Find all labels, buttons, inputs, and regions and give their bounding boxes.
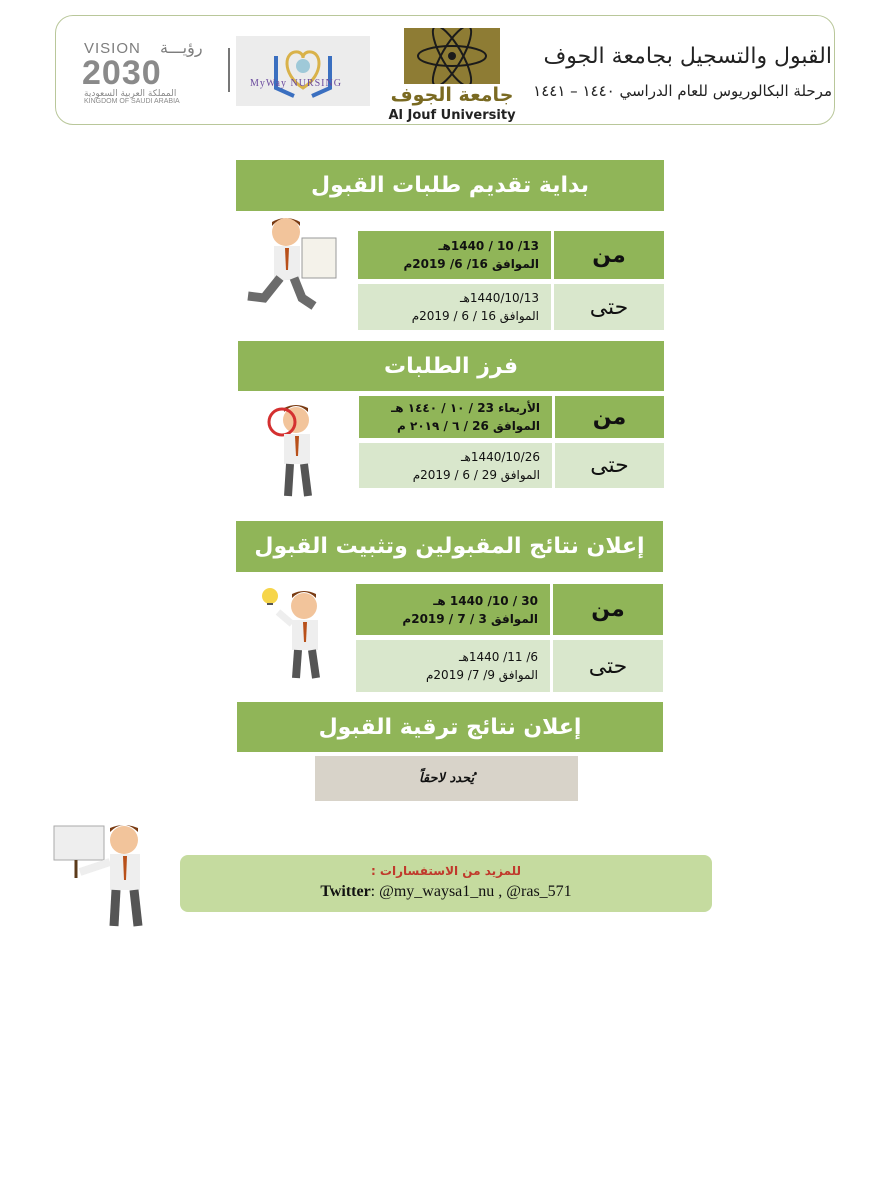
man-sign-illustration	[52, 818, 156, 930]
date-cell-until	[359, 443, 552, 488]
myway-nursing-logo	[236, 36, 370, 106]
hijri-date: 1440/10/26هـ	[460, 449, 540, 464]
vision-arabic: رؤيـــة	[160, 38, 203, 57]
row-label-from: من	[554, 231, 664, 279]
vision-ksa-english: KINGDOM OF SAUDI ARABIA	[84, 98, 180, 105]
row-label-from: من	[555, 396, 664, 438]
gregorian-date: الموافق 29 / 6 / 2019م	[412, 467, 540, 482]
university-name-english: Al Jouf University	[388, 108, 516, 123]
hijri-date: 1440/10/13هـ	[459, 291, 539, 305]
twitter-line	[180, 883, 712, 901]
date-cell-from	[358, 231, 551, 279]
twitter-label: Twitter	[320, 883, 371, 900]
row-label-from: من	[553, 584, 663, 635]
university-name-arabic: جامعة الجوف	[390, 84, 514, 106]
atom-icon	[404, 28, 500, 84]
myway-text: MyWay NURSING	[250, 78, 342, 89]
logo-divider	[228, 48, 230, 92]
page-title: القبول والتسجيل بجامعة الجوف	[543, 44, 832, 69]
hands-heart-icon	[236, 36, 370, 106]
vision-2030-logo	[80, 40, 220, 104]
gregorian-date: الموافق 3 / 7 / 2019م	[402, 611, 538, 626]
university-logo	[372, 28, 532, 124]
twitter-handles[interactable]: : @my_waysa1_nu , @ras_571	[370, 883, 572, 900]
section-title-sorting: فرز الطلبات	[238, 341, 664, 391]
hijri-date: 6/ 11/ 1440هـ	[458, 650, 538, 664]
section-title-results: إعلان نتائج المقبولين وتثبيت القبول	[236, 521, 663, 572]
section-title-upgrade-results: إعلان نتائج ترقية القبول	[237, 702, 663, 752]
contact-box	[180, 855, 712, 912]
man-lightbulb-illustration	[250, 578, 334, 682]
date-cell-until	[358, 284, 551, 330]
gregorian-date: الموافق 26 / ٦ / ٢٠١٩ م	[397, 419, 540, 433]
date-cell-from	[359, 396, 552, 438]
row-label-until: حتى	[554, 284, 664, 330]
section-title-application-start: بداية تقديم طلبات القبول	[236, 160, 664, 211]
running-man-papers-illustration	[244, 212, 344, 316]
row-label-until: حتى	[555, 443, 664, 488]
to-be-announced-note: يُحدد لاحقاً	[315, 756, 578, 801]
vision-word: VISION	[84, 40, 141, 57]
hijri-date: 13/ 10 / 1440هـ	[438, 239, 539, 253]
man-magnifier-illustration	[262, 400, 326, 500]
gregorian-date: الموافق 16/ 6/ 2019م	[403, 257, 539, 271]
gregorian-date: الموافق 9/ 7/ 2019م	[425, 668, 538, 682]
date-cell-until	[356, 640, 550, 692]
gregorian-date: الموافق 16 / 6 / 2019م	[411, 309, 539, 323]
hijri-date: 30 / 10/ 1440 هـ	[433, 593, 538, 608]
contact-title: للمزيد من الاستفسارات :	[370, 864, 522, 878]
row-label-until: حتى	[553, 640, 663, 692]
page-subtitle: مرحلة البكالوريوس للعام الدراسي ١٤٤٠ – ١٤٤١	[533, 82, 832, 100]
vision-number: 2030	[82, 54, 162, 92]
date-cell-from	[356, 584, 550, 635]
hijri-date: الأربعاء 23 / ١٠ / ١٤٤٠ هـ	[391, 401, 540, 415]
vision-ksa-arabic: المملكة العربية السعودية	[84, 89, 177, 99]
